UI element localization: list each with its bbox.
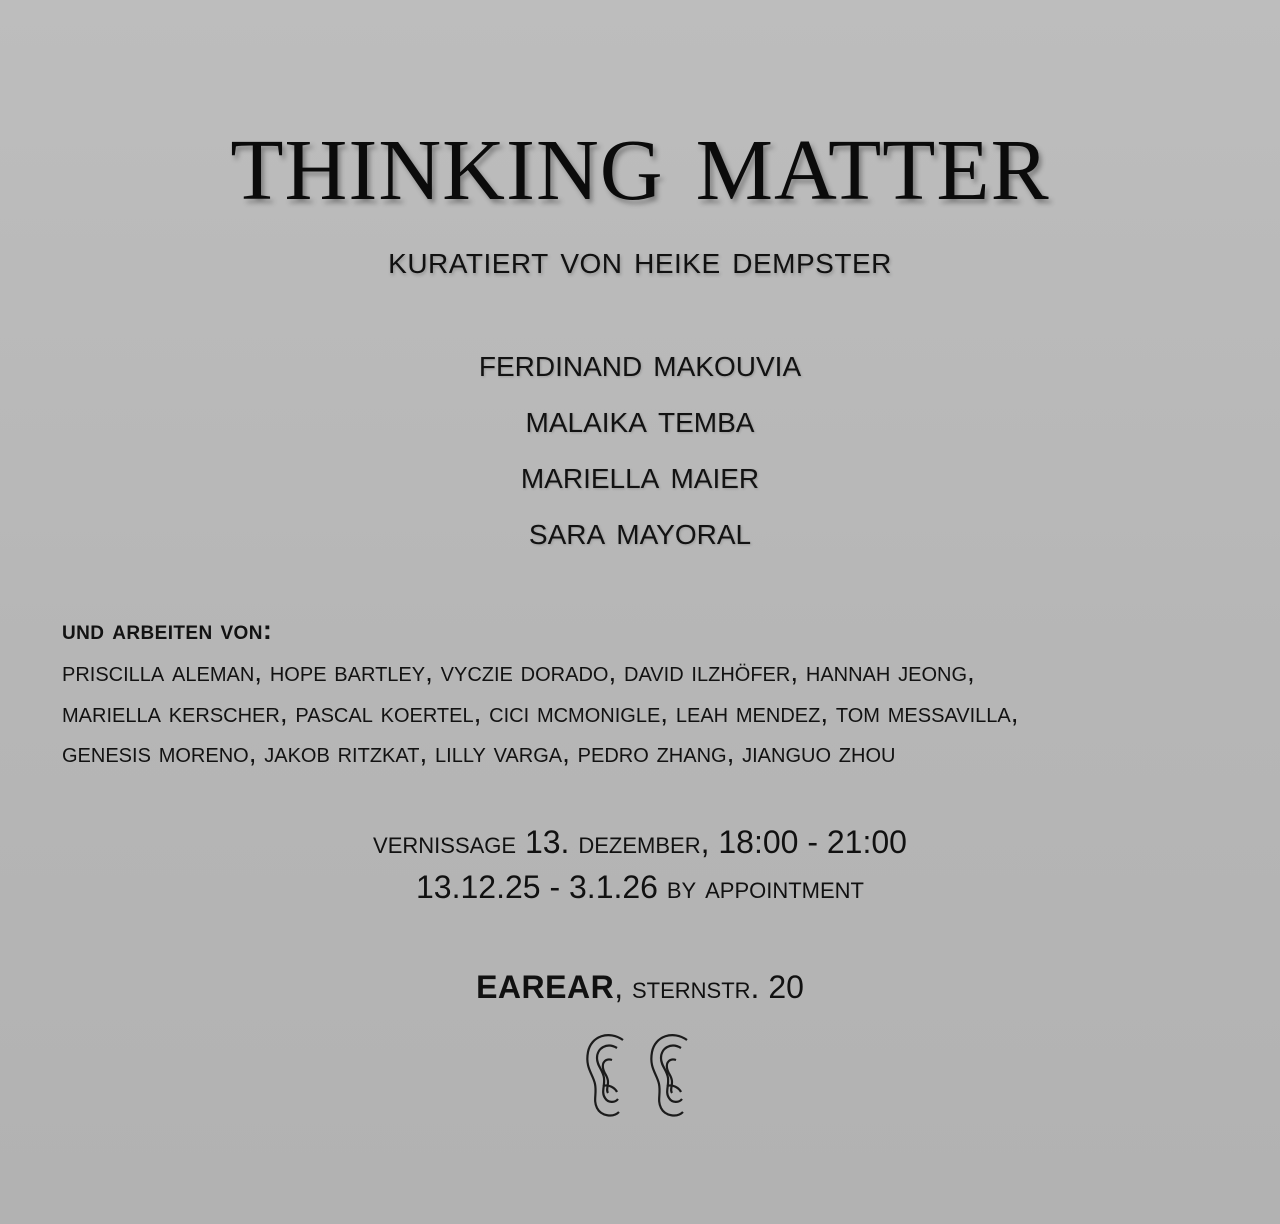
additional-works-section bbox=[0, 615, 1280, 774]
dates-section bbox=[0, 820, 1280, 911]
venue-address: , sternstr. 20 bbox=[614, 968, 804, 1005]
list-item: mariella maier bbox=[520, 453, 760, 497]
run-dates: 13.12.25 - 3.1.26 by appointment bbox=[416, 869, 864, 906]
list-item: sara mayoral bbox=[528, 509, 752, 553]
featured-artists-list bbox=[0, 335, 1280, 559]
list-item: ferdinand makouvia bbox=[478, 341, 802, 385]
additional-works-line: priscilla aleman, hope bartley, vyczie dorado, david ilzhöfer, hannah jeong, bbox=[62, 656, 975, 687]
venue-brand: EAREAR bbox=[476, 968, 615, 1005]
venue-logo bbox=[0, 1030, 1280, 1122]
curator-subtitle: kuratiert von heike dempster bbox=[388, 238, 892, 282]
additional-works-line: genesis moreno, jakob ritzkat, lilly varga, pedro zhang, jianguo zhou bbox=[62, 737, 896, 769]
venue-section bbox=[0, 969, 1280, 1006]
page-title: thinking matter bbox=[230, 89, 1050, 226]
title-block bbox=[0, 0, 1280, 283]
ear-icon bbox=[643, 1030, 701, 1122]
list-item: malaika temba bbox=[525, 397, 755, 441]
additional-works-line: mariella kerscher, pascal koertel, cici mcmonigle, leah mendez, tom messavilla, bbox=[62, 696, 1019, 728]
ear-icon bbox=[579, 1030, 637, 1122]
opening-date: vernissage 13. dezember, 18:00 - 21:00 bbox=[373, 823, 907, 860]
additional-works-label: und arbeiten von: bbox=[62, 615, 273, 645]
